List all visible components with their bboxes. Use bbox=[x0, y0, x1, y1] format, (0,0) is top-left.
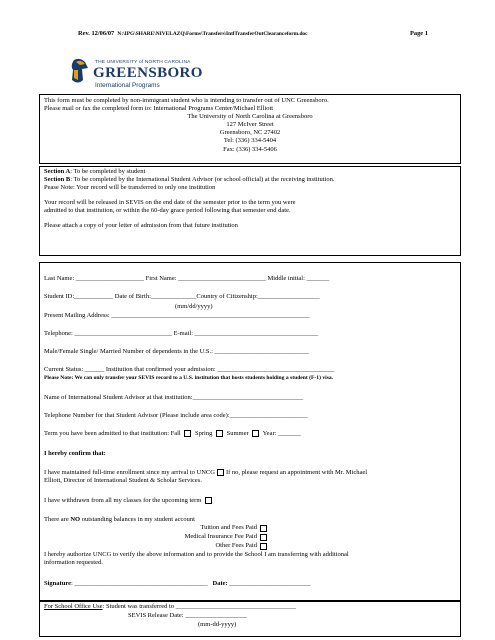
balances-no: NO bbox=[70, 516, 81, 523]
authorize-line-1: I hereby authorize UNCG to verify the above information and to provide the School I am transferring with additional bbox=[44, 551, 349, 558]
term-label: Term you have been admitted to that institution: Fall bbox=[44, 430, 181, 437]
name-fields[interactable]: Last Name: _____________________ First Name: ___________________________ Middle initial: _______ bbox=[44, 275, 330, 282]
dob-format-hint: (mm/dd/yyyy) bbox=[175, 303, 213, 310]
sevis-release-line-1: Your record will be released in SEVIS on the end date of the semester prior to the term you were bbox=[44, 199, 296, 206]
authorize-line-2: information requested. bbox=[44, 559, 103, 566]
signature-label: Signature bbox=[44, 580, 71, 587]
date-label: Date: bbox=[212, 580, 228, 587]
sevis-release-line-2: admitted to that institution, or within the 60-day grace period following that semester end date. bbox=[44, 207, 291, 214]
status-dependents-line[interactable]: Male/Female Single/ Married Number of dependents in the U.S.: _____________________________ bbox=[44, 348, 309, 355]
header-file-path: N:\IPG\SHARE\NIVELAZQ\Forms\Transfers\IntlTransferOutClearanceform.doc bbox=[117, 31, 308, 37]
enrollment-line-2: Elliott, Director of International Student & Scholar Services. bbox=[44, 477, 202, 484]
summer-label: Summer bbox=[226, 430, 249, 437]
fall-checkbox[interactable] bbox=[184, 430, 191, 437]
spring-label: Spring bbox=[195, 430, 213, 437]
section-b-label: Section B bbox=[44, 176, 71, 183]
tuition-fees-checkbox[interactable] bbox=[260, 525, 267, 532]
transfer-note: Pease Note: Your record will be transferred to only one institution bbox=[44, 184, 216, 191]
medical-fee-label: Medical Insurance Fee Paid bbox=[184, 533, 257, 540]
section-a-label: Section A bbox=[44, 168, 71, 175]
office-transfer-line bbox=[44, 603, 296, 611]
f1-visa-note: Please Note: We can only transfer your SEVIS record to a U.S. institution that hosts students holding a student (F-1) visa. bbox=[44, 375, 334, 381]
summer-checkbox[interactable] bbox=[252, 430, 259, 437]
transferred-to-field[interactable]: : Student was transferred to _____________________________________ bbox=[102, 603, 296, 610]
logo-department: International Programs bbox=[95, 82, 160, 89]
withdrawn-text: I have withdrawn from all my classes for the upcoming term bbox=[44, 497, 202, 504]
tuition-fees-label: Tuition and Fees Paid bbox=[200, 524, 257, 531]
medical-fee-checkbox[interactable] bbox=[260, 534, 267, 541]
balances-prefix: There are bbox=[44, 516, 71, 523]
current-status-field[interactable]: Current Status: ______ Institution that confirmed your admission: ____________________________________ bbox=[44, 366, 335, 373]
header-revision: Rev. 12/06/07 N:\IPG\SHARE\NIVELAZQ\Forms\Transfers\IntlTransferOutClearanceform.doc bbox=[78, 30, 308, 37]
address-tel: Tel: (336) 334-5404 bbox=[223, 137, 277, 144]
advisor-name-field[interactable]: Name of International Student Advisor at that institution:__________________________________ bbox=[44, 394, 304, 401]
spring-checkbox[interactable] bbox=[216, 430, 223, 437]
address-line-2: 127 McIver Street bbox=[226, 121, 274, 128]
withdrawn-line bbox=[44, 497, 214, 505]
header-page-number: Page 1 bbox=[410, 30, 428, 37]
withdrawn-checkbox[interactable] bbox=[205, 497, 212, 504]
address-line-3: Greensboro, NC 27402 bbox=[219, 129, 281, 136]
telephone-email-fields[interactable]: Telephone: ______________________________ E-mail: ______________________________________ bbox=[44, 330, 319, 337]
enrollment-line bbox=[44, 469, 367, 477]
advisor-phone-field[interactable]: Telephone Number for that Student Advisor (Please include area code):________________________ bbox=[44, 412, 308, 419]
logo-greensboro: GREENSBORO bbox=[93, 65, 203, 81]
release-date-format-hint: (mm-dd-yyyy) bbox=[198, 621, 237, 628]
year-field[interactable]: Year: _______ bbox=[262, 430, 301, 437]
date-field[interactable]: _________________________ bbox=[227, 580, 311, 587]
section-a-text: : To be completed by student bbox=[70, 168, 146, 175]
confirm-heading: I hereby confirm that: bbox=[44, 450, 106, 457]
other-fees-label: Other Fees Paid bbox=[215, 542, 257, 549]
address-fax: Fax: (336) 334-5406 bbox=[223, 146, 277, 153]
section-a-line bbox=[44, 168, 145, 176]
logo-university-line: THE UNIVERSITY of NORTH CAROLINA bbox=[95, 60, 191, 65]
signature-field[interactable]: : _________________________________________ bbox=[70, 580, 208, 587]
enrollment-no-text: If no, please request an appointment with Mr. Michael bbox=[225, 469, 368, 476]
enrollment-text: I have maintained full-time enrollment since my arrival to UNCG bbox=[44, 469, 215, 476]
office-use-label: For School Office Use bbox=[44, 603, 103, 610]
mailing-address-field[interactable]: Present Mailing Address: _____________________________________________________________ bbox=[44, 312, 310, 319]
spartan-helmet-icon bbox=[68, 58, 92, 90]
section-b-line bbox=[44, 176, 335, 184]
balances-suffix: outstanding balances in my student account bbox=[80, 516, 195, 523]
intro-line-1: This form must be completed by non-immigrant student who is intending to transfer out of UNC Greensboro. bbox=[44, 97, 329, 104]
signature-row bbox=[44, 580, 311, 588]
balances-line bbox=[44, 516, 195, 524]
other-fees-checkbox[interactable] bbox=[260, 543, 267, 550]
student-id-dob-citizenship[interactable]: Student ID:____________ Date of Birth:______________Country of Citizenship:___________________ bbox=[44, 293, 320, 300]
enrollment-checkbox[interactable] bbox=[217, 469, 224, 476]
sevis-release-date-field[interactable]: SEVIS Release Date: ___________________ bbox=[128, 612, 247, 619]
section-b-text: : To be completed by the International Student Advisor (or school official) at the receiving institution. bbox=[70, 176, 335, 183]
attach-letter-note: Please attach a copy of your letter of admission from that future institution bbox=[44, 222, 238, 229]
address-line-1: The University of North Carolina at Greensboro bbox=[187, 113, 313, 120]
intro-line-2: Please mail or fax the completed form to: International Programs Center/Michael Elliott bbox=[44, 105, 274, 112]
term-admitted-line bbox=[44, 430, 301, 438]
